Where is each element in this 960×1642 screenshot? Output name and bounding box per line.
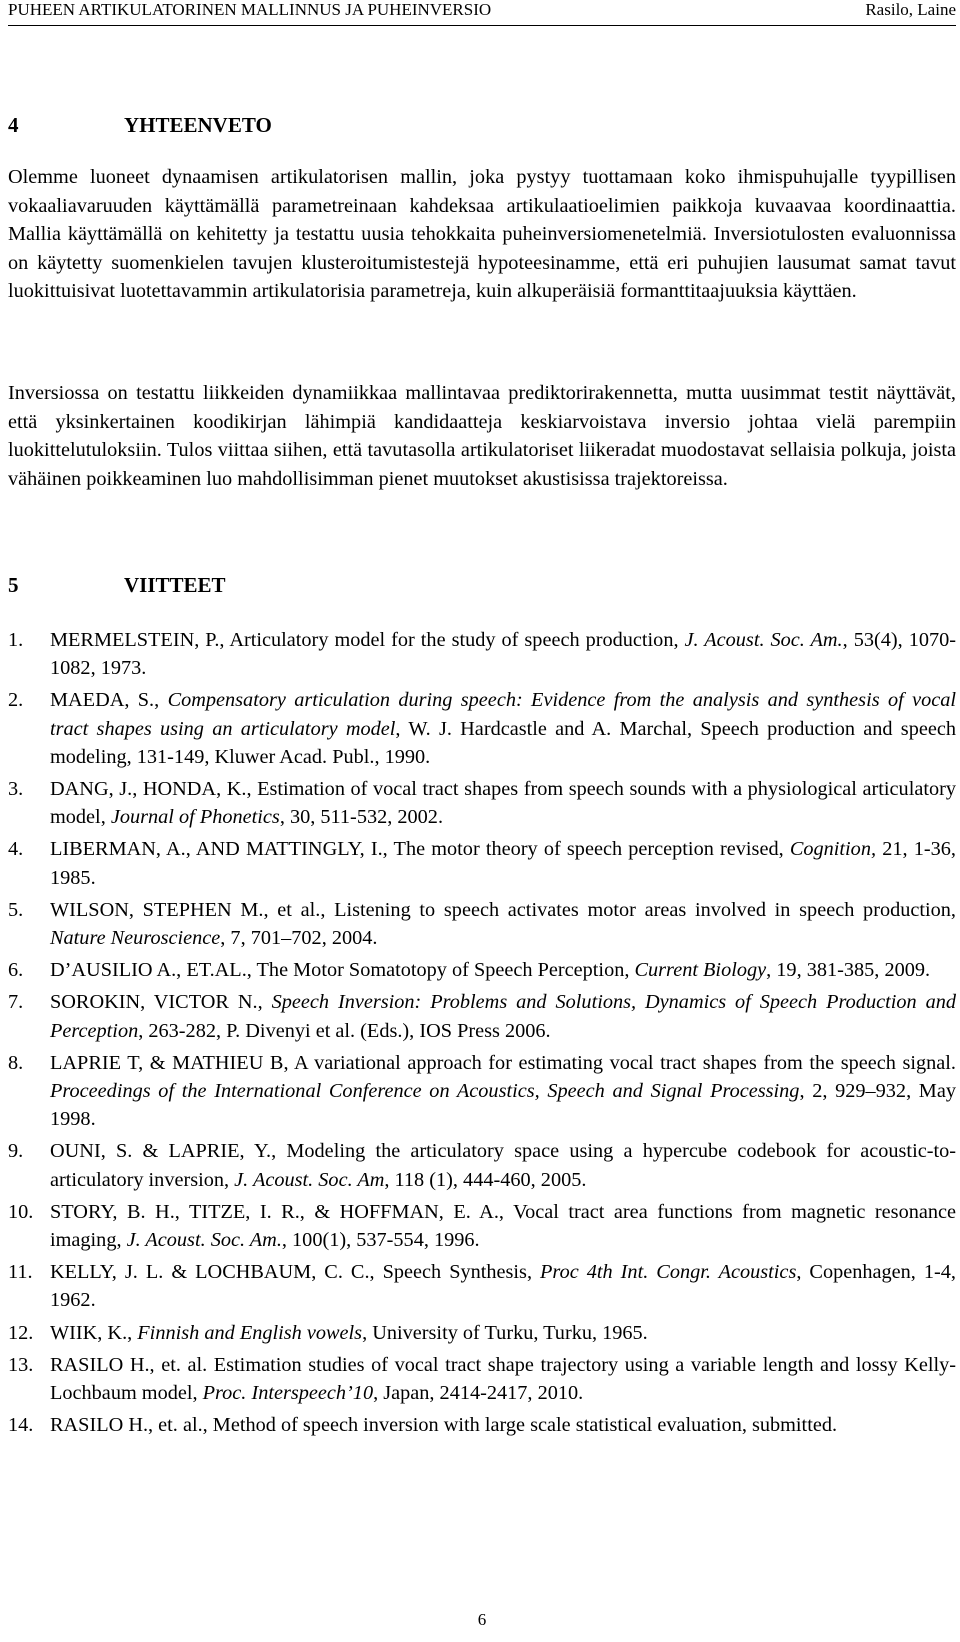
header-title: PUHEEN ARTIKULATORINEN MALLINNUS JA PUHEINVERSIO	[8, 0, 492, 19]
reference-list	[8, 626, 956, 1443]
reference-text: , 53(4), 1070-1082, 1973.	[50, 629, 957, 680]
reference-italic-text: J. Acoust. Soc. Am.	[684, 629, 843, 651]
reference-number: 2.	[8, 689, 24, 712]
page-number: 6	[477, 1610, 487, 1629]
reference-italic-text: Cognition,	[789, 838, 877, 861]
reference-item	[8, 686, 956, 771]
reference-italic-text: J. Acoust. Soc. Am.	[126, 1229, 282, 1252]
reference-item	[8, 1411, 956, 1439]
reference-text: , University of Turku, Turku, 1965.	[362, 1321, 648, 1344]
reference-text: , Copenhagen, 1-4, 1962.	[50, 1261, 957, 1312]
reference-text: LIBERMAN, A., AND MATTINGLY, I., The motor theory of speech perception revised,	[50, 838, 790, 861]
section-heading-summary	[8, 112, 272, 138]
reference-text: , 263-282, P. Divenyi et al. (Eds.), IOS Press 2006.	[138, 1019, 551, 1042]
reference-number: 4.	[8, 838, 24, 861]
reference-text: WIIK, K.,	[50, 1321, 138, 1344]
reference-number: 1.	[8, 629, 24, 651]
reference-italic-text: Proc 4th Int. Congr. Acoustics	[540, 1261, 797, 1284]
reference-italic-text: Compensatory articulation during speech: Evidence from the analysis and synthesis of vocal tract shapes using an articulatory model	[50, 689, 956, 740]
reference-text: , 100(1), 537-554, 1996.	[281, 1229, 480, 1252]
reference-text: 21, 1-36, 1985.	[50, 838, 956, 889]
section-heading-references	[8, 572, 226, 598]
reference-item	[8, 896, 956, 952]
reference-text: STORY, B. H., TITZE, I. R., & HOFFMAN, E. A., Vocal tract area functions from magnetic resonance imaging,	[50, 1200, 956, 1252]
reference-text: MAEDA, S.,	[50, 689, 168, 712]
reference-text: , W. J. Hardcastle and A. Marchal, Speech production and speech modeling, 131-149, Kluwer Acad. Publ., 1990.	[50, 717, 956, 768]
reference-item	[8, 956, 956, 984]
reference-text: LAPRIE T, & MATHIEU B, A variational approach for estimating vocal tract shapes from the speech signal.	[50, 1051, 956, 1074]
running-header	[8, 0, 956, 26]
section-title: VIITTEET	[124, 573, 226, 597]
reference-italic-text: J. Acoust. Soc. Am	[234, 1168, 385, 1191]
header-authors: Rasilo, Laine	[865, 0, 956, 19]
reference-item	[8, 775, 956, 831]
section-number: 4	[8, 113, 19, 137]
reference-number: 14.	[8, 1414, 34, 1437]
reference-number: 9.	[8, 1140, 24, 1163]
reference-item	[8, 1319, 956, 1347]
reference-text: , 118 (1), 444-460, 2005.	[384, 1168, 587, 1191]
reference-item	[8, 988, 956, 1044]
reference-italic-text: Finnish and English vowels	[137, 1321, 363, 1344]
reference-italic-text: Current Biology	[634, 959, 767, 982]
reference-text: SOROKIN, VICTOR N.,	[50, 991, 272, 1014]
reference-text: D’AUSILIO A., ET.AL., The Motor Somatotopy of Speech Perception,	[50, 959, 635, 982]
reference-italic-text: Proc. Interspeech’10	[202, 1382, 374, 1405]
reference-number: 3.	[8, 778, 24, 801]
reference-text: , Japan, 2414-2417, 2010.	[373, 1382, 584, 1405]
reference-italic-text: Nature Neuroscience	[50, 927, 221, 950]
reference-item	[8, 1198, 956, 1254]
reference-text: RASILO H., et. al. Estimation studies of vocal tract shape trajectory using a variable length and lossy Kelly-Lochbaum model,	[50, 1353, 956, 1405]
reference-text: DANG, J., HONDA, K., Estimation of vocal tract shapes from speech sounds with a physiological articulatory model,	[50, 778, 956, 829]
summary-paragraph-2: Inversiossa on testattu liikkeiden dynamiikkaa mallintavaa prediktorirakennetta, mutta uusimmat testit näyttävät, että yksinkertainen koodikirjan lähimpiä kandidaatteja keskiarvoistava inversio johtaa vielä parempiin luokittelutuloksiin. Tulos viittaa siihen, että tavutasolla artikulatoriset liikeradat muodostavat sellaisia polkuja, joista vähäinen poikkeaminen luo mahdollisimman pienet muutokset akustisissa trajektoreissa.	[8, 382, 956, 490]
reference-number: 12.	[8, 1321, 34, 1344]
reference-item	[8, 1049, 956, 1134]
reference-text: KELLY, J. L. & LOCHBAUM, C. C., Speech Synthesis,	[50, 1261, 541, 1284]
reference-number: 13.	[8, 1353, 34, 1376]
summary-paragraph-1: Olemme luoneet dynaamisen artikulatorisen mallin, joka pystyy tuottamaan koko ihmispuhujalle tyypillisen vokaaliavaruuden käyttämällä parametreinaan kahdeksaa artikulaatioelimien paikkoja kuvaavaa koordinaattia. Mallia käyttämällä on kehitetty ja testattu uusia tehokkaita puheinversiomenetelmiä. Inversiotulosten evaluonnissa on käytetty suomenkielen tavujen klusteroitumistestejä hypoteesinamme, että eri puhujien lausumat samat tavut luokittuisivat luotettavammin artikulatorisia parametreja, kuin alkuperäisiä formanttitaajuuksia käyttäen.	[8, 166, 956, 302]
reference-text: , 19, 381-385, 2009.	[766, 959, 931, 982]
reference-number: 5.	[8, 898, 24, 921]
reference-text: , 2, 929–932, May 1998.	[50, 1080, 956, 1131]
reference-italic-text: Proceedings of the International Conference on Acoustics, Speech and Signal Processing	[50, 1080, 800, 1103]
reference-italic-text: Speech Inversion: Problems and Solutions, Dynamics of Speech Production and Perception	[50, 991, 956, 1042]
section-title: YHTEENVETO	[124, 113, 272, 137]
reference-number: 10.	[8, 1200, 34, 1223]
reference-text: RASILO H., et. al., Method of speech inversion with large scale statistical evaluation, submitted.	[50, 1414, 838, 1437]
reference-item	[8, 1351, 956, 1407]
reference-item	[8, 1258, 956, 1314]
reference-item	[8, 835, 956, 891]
reference-number: 8.	[8, 1051, 24, 1074]
reference-number: 6.	[8, 959, 24, 982]
reference-number: 7.	[8, 991, 24, 1014]
reference-text: OUNI, S. & LAPRIE, Y., Modeling the articulatory space using a hypercube codebook for acoustic-to-articulatory inversion,	[50, 1140, 956, 1191]
reference-text: MERMELSTEIN, P., Articulatory model for the study of speech production,	[50, 629, 685, 651]
reference-text: , 30, 511-532, 2002.	[279, 806, 444, 829]
reference-text: WILSON, STEPHEN M., et al., Listening to speech activates motor areas involved in speech production,	[50, 898, 956, 921]
reference-item	[8, 626, 956, 682]
reference-item	[8, 1137, 956, 1193]
reference-number: 11.	[8, 1261, 33, 1284]
reference-italic-text: Journal of Phonetics	[110, 806, 280, 829]
document-page	[8, 0, 956, 1642]
reference-text: , 7, 701–702, 2004.	[220, 927, 378, 950]
section-number: 5	[8, 573, 19, 597]
